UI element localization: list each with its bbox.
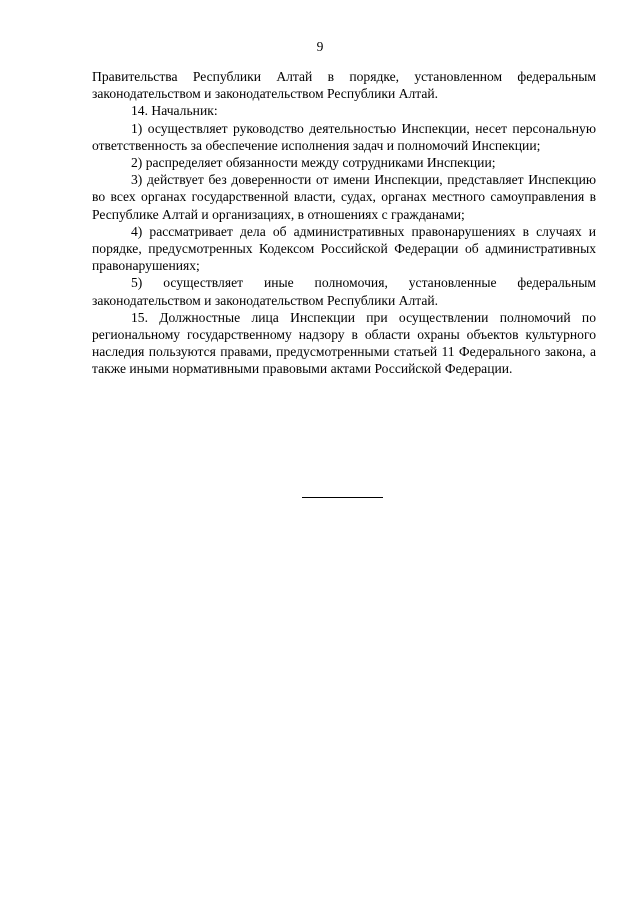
paragraph-continuation: Правительства Республики Алтай в порядке, установленном федеральным законодательством и законодательством Республики Алтай. (92, 69, 596, 102)
paragraph-item-1: 1) осуществляет руководство деятельностью Инспекции, несет персональную ответственность за обеспечение исполнения задач и полномочий Инспекции; (92, 120, 596, 153)
end-separator-line (302, 497, 383, 498)
paragraph-section-14-heading: 14. Начальник: (131, 103, 218, 119)
paragraph-item-3: 3) действует без доверенности от имени Инспекции, представляет Инспекцию во всех органах государственной власти, судах, органах местного самоуправления в Республике Алтай и организациях, в отношениях с гражданами; (92, 172, 596, 222)
page-number: 9 (316, 39, 324, 54)
paragraph-section-15: 15. Должностные лица Инспекции при осуществлении полномочий по региональному государственному надзору в области охраны объектов культурного наследия пользуются правами, предусмотренными статьей 11 Федерального закона, а также иными нормативными правовыми актами Российской Федерации. (92, 309, 596, 377)
paragraph-item-4: 4) рассматривает дела об административных правонарушениях в случаях и порядке, предусмотренных Кодексом Российской Федерации об административных правонарушениях; (92, 223, 596, 274)
paragraph-item-2: 2) распределяет обязанности между сотрудниками Инспекции; (131, 155, 496, 171)
paragraph-item-5: 5) осуществляет иные полномочия, установленные федеральным законодательством и законодательством Республики Алтай. (92, 275, 596, 308)
document-body (92, 68, 596, 378)
